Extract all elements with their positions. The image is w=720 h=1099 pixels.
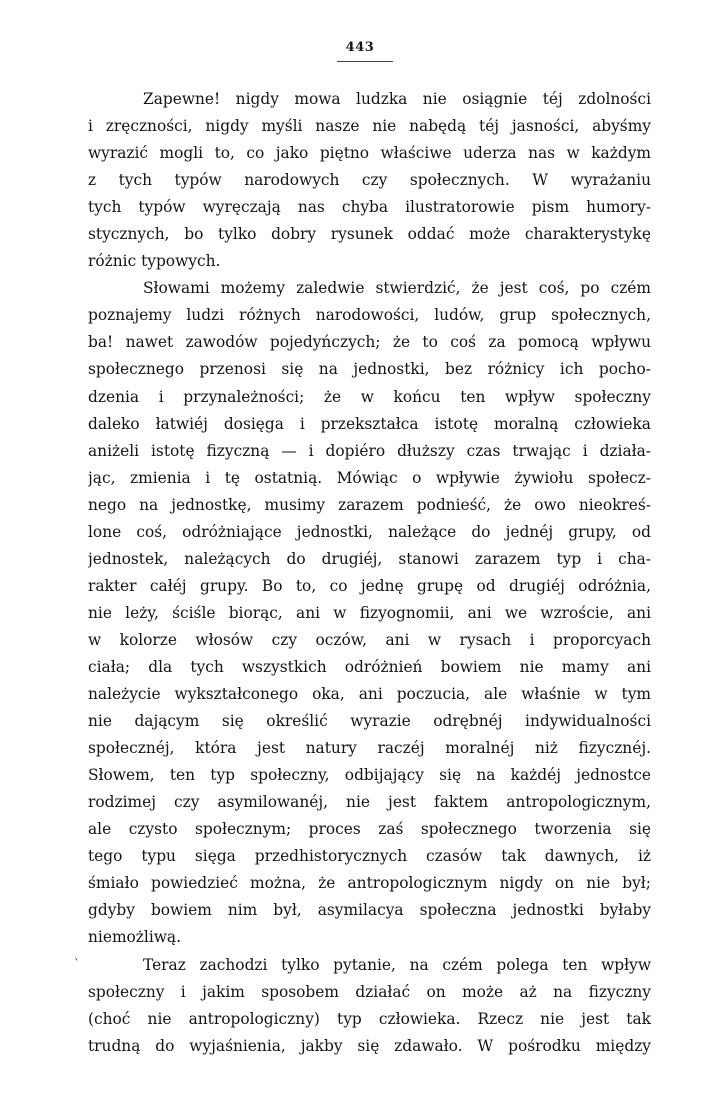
text-line: społeczny i jakim sposobem działać on może aż na fizyczny xyxy=(88,982,651,1001)
text-line: ba! nawet zawodów pojedyńczych; że to coś za pomocą wpływu xyxy=(88,333,651,352)
text-line: gdyby bowiem nim był, asymilacya społeczna jednostki byłaby xyxy=(88,901,651,920)
text-line: daleko łatwiéj dosięga i przekształca istotę moralną człowieka xyxy=(88,414,651,433)
text-line: nego na jednostkę, musimy zarazem podnieść, że owo nieokreś- xyxy=(88,495,651,514)
text-line: społecznéj, która jest natury raczéj moralnéj niż fizycznéj. xyxy=(88,739,651,758)
text-line: nie dającym się określić wyrazie odrębnéj indywidualności xyxy=(88,712,651,731)
body-text xyxy=(88,86,651,1060)
text-line: Teraz zachodzi tylko pytanie, na czém polega ten wpływ xyxy=(143,955,651,974)
text-line: rodzimej czy asymilowanéj, nie jest faktem antropologicznym, xyxy=(88,793,651,812)
text-line: trudną do wyjaśnienia, jakby się zdawało. W pośrodku między xyxy=(88,1036,651,1055)
text-line: Słowami możemy zaledwie stwierdzić, że jest coś, po czém xyxy=(143,279,651,298)
text-line: śmiało powiedzieć można, że antropologicznym nigdy on nie był; xyxy=(88,874,651,893)
text-line: należycie wykształconego oka, ani poczucia, ale właśnie w tym xyxy=(88,685,651,704)
text-line: ciała; dla tych wszystkich odróżnień bowiem nie mamy ani xyxy=(88,657,651,676)
margin-mark: ` xyxy=(74,957,80,971)
text-line: stycznych, bo tylko dobry rysunek oddać może charakterystykę xyxy=(88,225,651,244)
text-line: z tych typów narodowych czy społecznych. W wyrażaniu xyxy=(88,171,651,190)
text-line: wyrazić mogli to, co jako piętno właściwe uderza nas w każdym xyxy=(88,144,651,163)
text-line: tych typów wyręczają nas chyba ilustratorowie pism humory- xyxy=(88,198,651,217)
page-number-rule xyxy=(337,61,393,62)
text-line: niemożliwą. xyxy=(88,928,181,947)
text-line: różnic typowych. xyxy=(88,252,221,271)
text-line: lone coś, odróżniające jednostki, należące do jednéj grupy, od xyxy=(88,522,651,541)
text-line: Zapewne! nigdy mowa ludzka nie osiągnie téj zdolności xyxy=(143,90,651,108)
text-line: jednostek, należących do drugiéj, stanowi zarazem typ i cha- xyxy=(88,549,651,568)
text-line: poznajemy ludzi różnych narodowości, ludów, grup społecznych, xyxy=(88,306,651,325)
text-line: (choć nie antropologiczny) typ człowieka. Rzecz nie jest tak xyxy=(88,1009,651,1028)
text-line: ale czysto społecznym; proces zaś społecznego tworzenia się xyxy=(88,820,651,839)
text-line: Słowem, ten typ społeczny, odbijający się na każdéj jednostce xyxy=(88,766,651,785)
text-line: społecznego przenosi się na jednostki, bez różnicy ich pocho- xyxy=(88,360,651,379)
text-line: w kolorze włosów czy oczów, ani w rysach i proporcyach xyxy=(88,630,651,649)
text-line: jąc, zmienia i tę ostatnią. Mówiąc o wpływie żywiołu społecz- xyxy=(88,468,651,487)
text-line: rakter całéj grupy. Bo to, co jednę grupę od drugiéj odróżnia, xyxy=(88,576,651,595)
text-line: aniżeli istotę fizyczną — i dopiéro dłuższy czas trwając i działa- xyxy=(88,441,651,460)
text-line: tego typu sięga przedhistorycznych czasów tak dawnych, iż xyxy=(88,847,651,866)
page-number: 443 xyxy=(345,40,375,55)
text-line: i zręczności, nigdy myśli nasze nie nabędą téj jasności, abyśmy xyxy=(88,117,651,136)
text-line: nie leży, ściśle biorąc, ani w fizyognomii, ani we wzroście, ani xyxy=(88,603,651,622)
text-line: dzenia i przynależności; że w końcu ten wpływ społeczny xyxy=(88,387,651,406)
